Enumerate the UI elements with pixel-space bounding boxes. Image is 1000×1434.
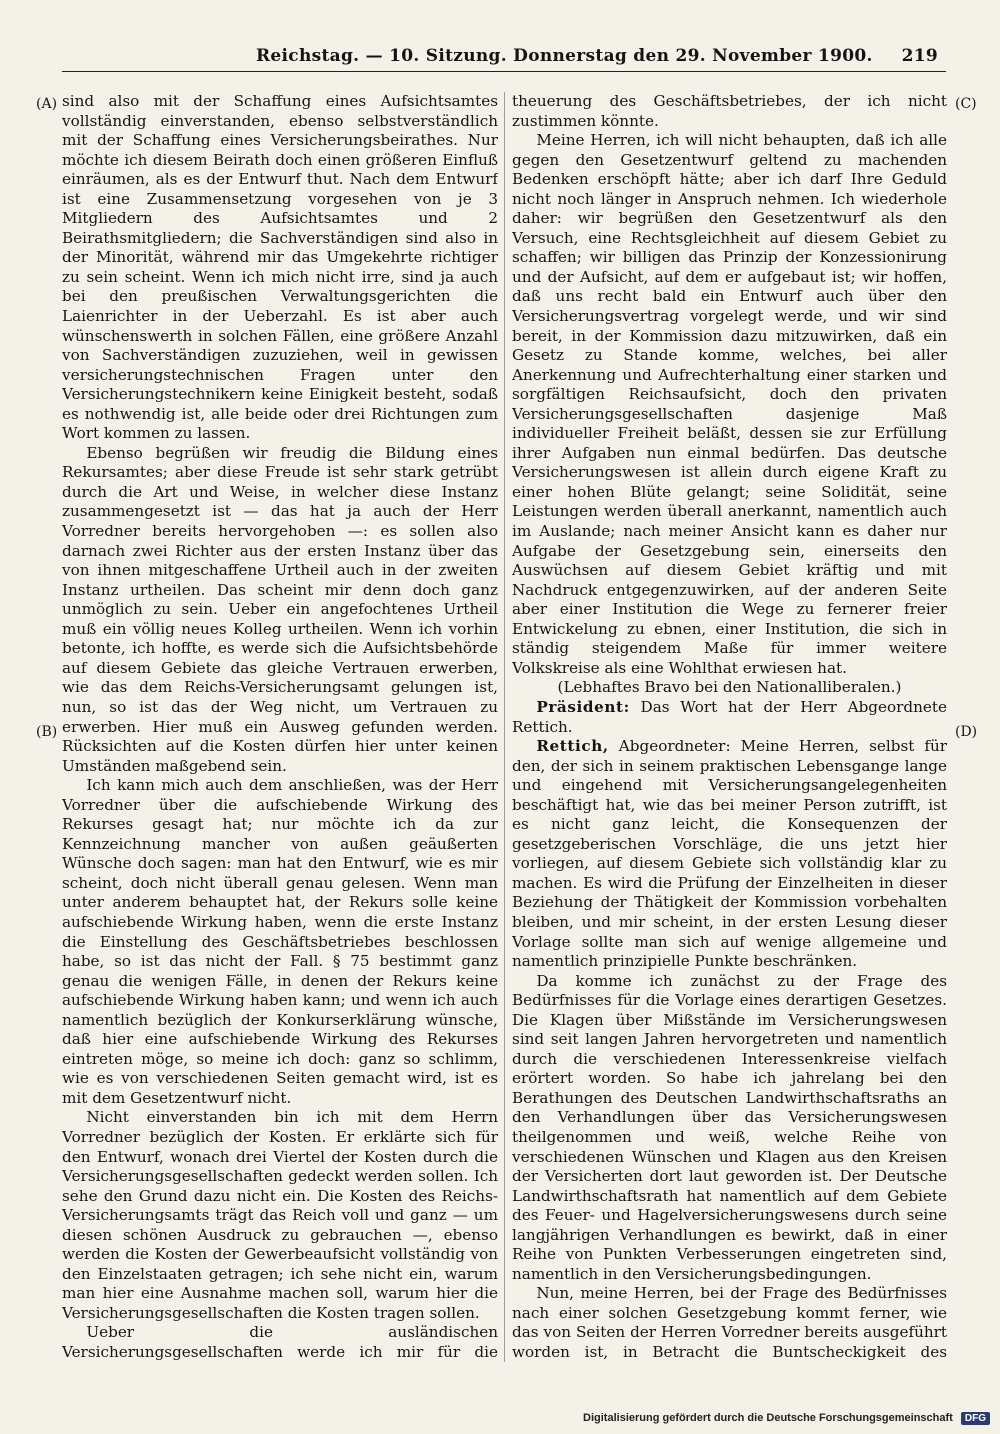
paragraph: Meine Herren, ich will nicht behaupten, daß ich alle gegen den Gesetzentwurf geltend zu machenden Bedenken erschöpft hätte; aber ich darf Ihre Geduld nicht noch länger in Anspruch nehmen. Ich wiederhole daher: wir begrüßen den Gesetzentwurf als den Versuch, eine Rechtsgleichheit auf diesem Gebiet zu schaffen; wir billigen das Prinzip der Konzessionirung und der Aufsicht, auf dem er aufgebaut ist; wir hoffen, daß uns recht bald ein Entwurf auch über den Versicherungsvertrag vorgelegt werde, und wir sind bereit, in der Kommission dazu mitzuwirken, daß ein Gesetz zu Stande komme, welches, bei aller Anerkennung und Aufrechterhaltung einer starken und sorgfältigen Reichsaufsicht, doch den privaten Versicherungsgesellschaften dasjenige Maß individueller Freiheit beläßt, dessen sie zur Erfüllung ihrer Aufgaben nun einmal bedürfen. Das deutsche Versicherungswesen ist allein durch eigene Kraft zu einer hohen Blüte gelangt; seine Solidität, seine Leistungen werden überall anerkannt, namentlich auch im Auslande; nach meiner Ansicht kann es daher nur Aufgabe der Gesetzgebung sein, einerseits den Auswüchsen auf diesem Gebiet kräftig und mit Nachdruck entgegenzuwirken, auf der anderen Seite aber einer Institution die Wege zu fernerer freier Entwickelung zu ebnen, einer Institution, die sich in ständig steigendem Maße für immer weitere Volkskreise als eine Wohlthat erwiesen hat. — [512, 131, 947, 677]
president-remark — [512, 698, 947, 737]
paragraph: theuerung des Geschäftsbetriebes, der ich nicht zustimmen könnte. — [512, 92, 947, 130]
margin-marker-d: (D) — [955, 724, 978, 740]
applause-note: (Lebhaftes Bravo bei den Nationalliberalen.) — [557, 678, 902, 697]
margin-marker-c: (C) — [955, 96, 977, 112]
paragraph: sind also mit der Schaffung eines Aufsichtsamtes vollständig einverstanden, ebenso selbstverständlich mit der Schaffung eines Versicherungsbeirathes. Nur möchte ich diesem Beirath doch einen größeren Einfluß einräumen, als es der Entwurf thut. Nach dem Entwurf ist eine Zusammensetzung vorgesehen von je 3 Mitgliedern des Aufsichtsamtes und 2 Beirathsmitgliedern; die Sachverständigen sind also in der Minorität, während mir das Umgekehrte richtiger zu sein scheint. Wenn ich mich nicht irre, sind ja auch bei den preußischen Verwaltungsgerichten die Laienrichter in der Ueberzahl. Es ist aber auch wünschenswerth in solchen Fällen, eine größere Anzahl von Sachverständigen zuzuziehen, weil in gewissen versicherungstechnischen Fragen unter den Versicherungstechnikern keine Einigkeit besteht, sodaß es nothwendig ist, alle beide oder drei Richtungen zum Wort kommen zu lassen. — [62, 92, 498, 443]
paragraph: Nicht einverstanden bin ich mit dem Herrn Vorredner bezüglich der Kosten. Er erklärte sich für den Entwurf, wonach drei Viertel der Kosten durch die Versicherungsgesellschaften gedeckt werden sollen. Ich sehe den Grund dazu nicht ein. Die Kosten des Reichs-Versicherungsamts trägt das Reich voll und ganz — um diesen schönen Ausdruck zu gebrauchen —, ebenso werden die Kosten der Gewerbeaufsicht vollständig von den Einzelstaaten getragen; ich sehe nicht ein, warum man hier eine Ausnahme machen soll, warum hier die Versicherungsgesellschaften die Kosten tragen sollen. — [62, 1108, 498, 1322]
paragraph: Ueber die ausländischen Versicherungsgesellschaften werde ich mir für die — [62, 1323, 498, 1361]
speaker-name: Rettich, — [536, 737, 609, 756]
speech-text: Abgeordneter: Meine Herren, selbst für den, der sich in seinem praktischen Lebensgange lange und eingehend mit Versicherungsangelegenheiten beschäftigt hat, wie das bei meiner Person zutrifft, ist es nicht ganz leicht, die Konsequenzen der gesetzgeberischen Vorschläge, die uns jetzt hier vorliegen, auf diesem Gebiete sich vollständig klar zu machen. Es wird die Prüfung der Einzelheiten in dieser Beziehung der Thätigkeit der Kommission vorbehalten bleiben, und mir scheint, in der ersten Lesung dieser Vorlage sollte man sich auf wenige allgemeine und namentlich prinzipielle Punkte beschränken. — [512, 737, 947, 971]
right-column — [512, 92, 947, 1362]
page-number: 219 — [901, 46, 938, 66]
left-column — [62, 92, 498, 1362]
margin-marker-b: (B) — [36, 724, 58, 740]
paragraph: Ebenso begrüßen wir freudig die Bildung eines Rekursamtes; aber diese Freude ist sehr stark getrübt durch die Art und Weise, in welcher diese Instanz zusammengesetzt ist — das hat ja auch der Herr Vorredner bereits hervorgehoben —: es sollen also darnach zwei Richter aus der ersten Instanz über das von ihnen mitgeschaffene Urtheil auch in der zweiten Instanz urtheilen. Das scheint mir denn doch ganz unmöglich zu sein. Ueber ein angefochtenes Urtheil muß ein völlig neues Kolleg urtheilen. Wenn ich vorhin betonte, ich hoffte, es werde sich die Aufsichtsbehörde auf diesem Gebiete das gleiche Vertrauen erwerben, wie das dem Reichs-Versicherungsamt gelungen ist, nun, so ist das der Weg nicht, um Vertrauen zu erwerben. Hier muß ein Ausweg gefunden werden. Rücksichten auf die Kosten dürfen hier unter keinen Umständen maßgebend sein. — [62, 443, 498, 775]
paragraph: Ich kann mich auch dem anschließen, was der Herr Vorredner über die aufschiebende Wirkung des Rekurses gesagt hat; nur möchte ich da zur Kennzeichnung mancher von außen geäußerten Wünsche doch sagen: man hat den Entwurf, wie es mir scheint, doch nicht überall genau gelesen. Wenn man unter anderem behauptet hat, der Rekurs solle keine aufschiebende Wirkung haben, wenn die erste Instanz die Einstellung des Geschäftsbetriebes beschlossen habe, so ist das nicht der Fall. § 75 bestimmt ganz genau die wenigen Fälle, in denen der Rekurs keine aufschiebende Wirkung haben kann; und wenn ich auch namentlich bezüglich der Konkurserklärung wünsche, daß hier eine aufschiebende Wirkung des Rekurses eintreten möge, so meine ich doch: ganz so schlimm, wie es von verschiedenen Seiten gemacht wird, ist es mit dem Gesetzentwurf nicht. — [62, 776, 498, 1107]
paragraph: Da komme ich zunächst zu der Frage des Bedürfnisses für die Vorlage eines derartigen Gesetzes. Die Klagen über Mißstände im Versicherungswesen sind seit langen Jahren hervorgetreten und namentlich durch die verschiedenen Interessenkreise vielfach erörtert worden. So habe ich jahrelang bei den Berathungen des Deutschen Landwirthschaftsraths an den Verhandlungen über das Versicherungswesen theilgenommen und weiß, welche Reihe von verschiedenen Wünschen und Klagen aus den Kreisen der Versicherten dort laut geworden ist. Der Deutsche Landwirthschaftsrath hat namentlich auf dem Gebiete des Feuer- und Hagelversicherungswesens durch seine langjährigen Verhandlungen es bewirkt, daß in einer Reihe von Punkten Verbesserungen eingetreten sind, namentlich in den Versicherungsbedingungen. — [512, 971, 947, 1283]
column-divider — [504, 92, 505, 1362]
footer-credit: Digitalisierung gefördert durch die Deutsche Forschungsgemeinschaft — [583, 1412, 953, 1424]
running-title: Reichstag. — 10. Sitzung. Donnerstag den 29. November 1900. — [256, 46, 873, 66]
header-rule — [62, 71, 946, 72]
president-label: Präsident: — [536, 697, 630, 716]
dfg-logo: DFG — [961, 1412, 990, 1425]
margin-marker-a: (A) — [36, 96, 58, 112]
digitization-footer — [583, 1412, 990, 1430]
president-text: Das Wort hat der Herr Abgeordnete Rettich. — [512, 697, 947, 736]
paragraph: Nun, meine Herren, bei der Frage des Bedürfnisses nach einer solchen Gesetzgebung kommt ferner, wie das von Seiten der Herren Vorredner bereits ausgeführt worden ist, in Betracht die Buntscheckigkeit des — [512, 1284, 947, 1361]
page-header — [60, 44, 944, 68]
speech-opening — [512, 737, 947, 972]
